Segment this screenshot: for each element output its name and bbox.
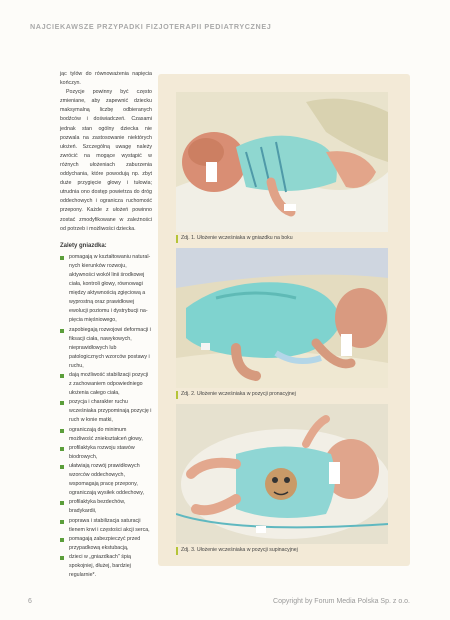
photo-prone [176,248,388,388]
figure-caption-1 [176,234,388,244]
body-text-column [60,70,152,580]
figure-caption-3 [176,546,388,556]
list-item: poprawa i stabilizacja saturacji tlenem krwi i częstości akcji serca, [60,517,152,535]
caption-text: Zdj. 2. Ułożenie wcześniaka w pozycji pronacyjnej [181,391,296,397]
figure-caption-2 [176,390,388,400]
photo-supine [176,404,388,544]
list-item: pozycja i charakter ruchu wcześniaka przypominają pozycję i ruch w łonie matki, [60,398,152,425]
list-item: profilaktyka bezdechów, bradykardii, [60,498,152,516]
copyright-notice: Copyright by Forum Media Polska Sp. z o.o. [273,598,410,605]
list-item: dają możliwość stabilizacji pozycji z zachowaniem odpowiedniego ułożenia całego ciała, [60,371,152,398]
caption-marker [176,547,178,555]
list-item: profilaktyka rozwoju stawów biodrowych, [60,444,152,462]
zalety-heading: Zalety gniazdka: [60,242,107,249]
caption-marker [176,391,178,399]
running-title: NAJCIEKAWSZE PRZYPADKI FIZJOTERAPII PEDIATRYCZNEJ [30,22,272,31]
photo-side-lying [176,92,388,232]
list-item: dzieci w „gniazdkach" śpią spokojniej, dłużej, bardziej regularnie*. [60,553,152,580]
zalety-list [60,253,152,580]
page-number: 6 [28,598,32,605]
caption-marker [176,235,178,243]
paragraph-2: Pozycje powinny być często zmieniane, aby zapewnić dziecku maksymalną liczbę odbieranych bodźców i doświadczeń. Czasami jednak stan ogólny dziecka nie pozwala na zastosowanie niektórych ułożeń. Szczególną uwagę należy zwrócić na mogące wystąpić w różnych ułożeniach zaburzenia oddychania, które powodują np. zbyt duże przygięcie głowy i tułowia; utrudnia ono dostęp powietrza do dróg oddechowych i ogranicza ruchomość przepony. Każde z ułożeń powinno zostać zmodyfikowane w zależności od potrzeb i możliwości dziecka. [60,89,152,232]
list-item: pomagają zabezpieczyć przed przypadkową ekstubacją, [60,535,152,553]
paragraph-1: jąc tylów do równoważenia napięcia kończyn. [60,71,152,87]
figure-panel [158,74,410,566]
list-item: pomagają w kształtowaniu naturalnych kierunków rozwoju, aktywności wokół linii środkowej ciała, kontroli głowy, równowagi między aktywnością zgięciową a wyprostną oraz prawidłowej ewolucji poziomu i dystrybucji napięcia mięśniowego, [60,253,152,326]
list-item: ograniczają do minimum możliwość zniekształceń głowy, [60,426,152,444]
list-item: ułatwiają rozwój prawidłowych wzorców oddechowych, wspomagają pracę przepony, ograniczają wysiłek oddechowy, [60,462,152,498]
caption-text: Zdj. 1. Ułożenie wcześniaka w gniazdku na boku [181,235,293,241]
caption-text: Zdj. 3. Ułożenie wcześniaka w pozycji supinacyjnej [181,547,298,553]
list-item: zapobiegają rozwojowi deformacji i fiksacji ciała, nawykowych, nieprawidłowych lub patologicznych wzorców postawy i ruchu, [60,326,152,371]
